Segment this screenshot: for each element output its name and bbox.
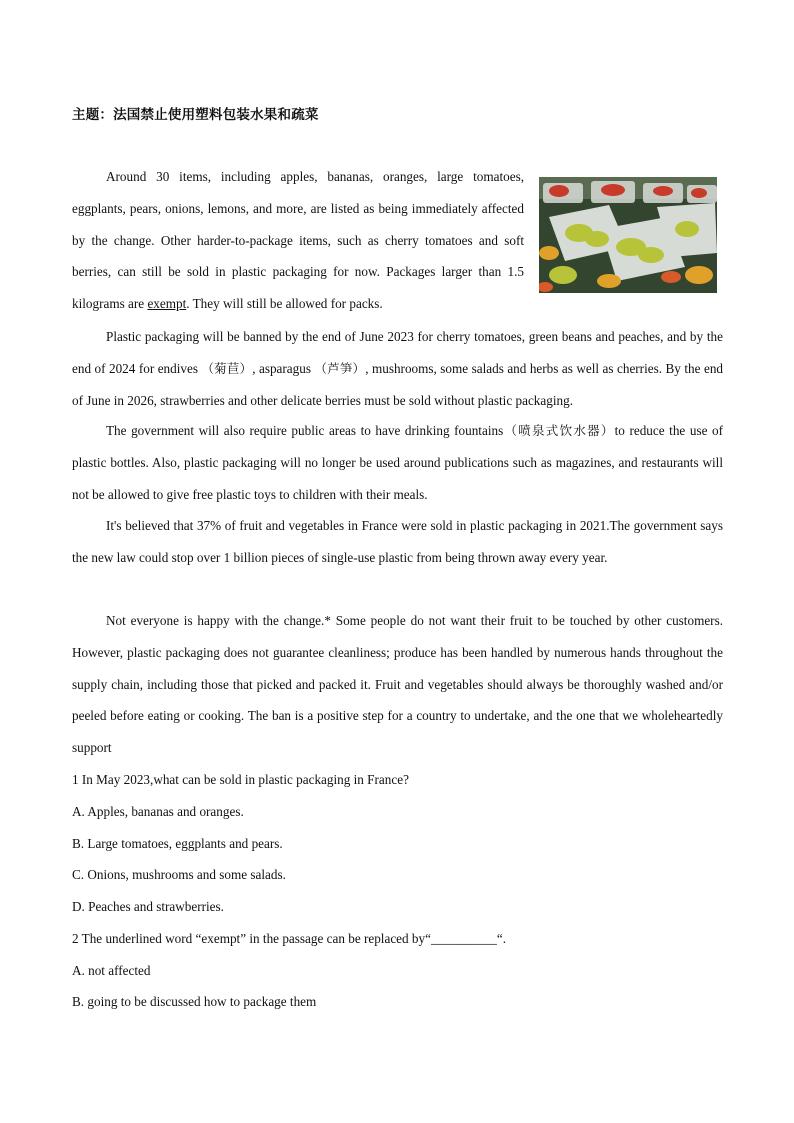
paragraph-2-cn-asparagus: （芦笋） [314, 360, 366, 376]
paragraph-2-text-a: Plastic packaging will be banned by the end of June 2023 for cherry tomatoes, green beans and peaches, and by the end of 2024 for endives [72, 329, 723, 376]
paragraph-4-text: It's believed that 37% of fruit and vegetables in France were sold in plastic packaging in 2021.The government says the new law could stop over 1 billion pieces of single-use plastic from being thrown away every year. [72, 518, 723, 565]
paragraph-2-cn-endives: （菊苣） [201, 360, 253, 376]
paragraph-1-text-b: . They will still be allowed for packs. [186, 296, 383, 312]
question-1-option-c: C. Onions, mushrooms and some salads. [72, 867, 286, 882]
paragraph-3-cn-fountains: （喷泉式饮水器） [503, 423, 615, 438]
paragraph-3-text-a: The government will also require public areas to have drinking fountains [106, 423, 504, 438]
paragraph-4 [72, 510, 723, 574]
fruit-in-plastic-trays-image [539, 177, 717, 293]
question-2-option-a: A. not affected [72, 963, 151, 978]
paragraph-5 [72, 605, 723, 764]
paragraph-1-text-a: Around 30 items, including apples, bananas, oranges, large tomatoes, eggplants, pears, onions, lemons, and more, are listed as being immediately affected by the change. Other harder-to-package items, such as cherry tomatoes and soft berries, can still be sold in plastic packaging for now. Packages larger than 1.5 kilograms are [72, 169, 524, 312]
underlined-word-exempt: exempt [147, 296, 187, 312]
question-2-option-b: B. going to be discussed how to package them [72, 994, 317, 1009]
question-1: 1 In May 2023,what can be sold in plastic packaging in France? [72, 772, 409, 787]
paragraph-2-text-b: , asparagus [252, 360, 315, 376]
paragraph-5-text: Not everyone is happy with the change.* Some people do not want their fruit to be touched by other customers. However, plastic packaging does not guarantee cleanliness; produce has been handled by numerous hands throughout the supply chain, including those that picked and packed it. Fruit and vegetables should always be thoroughly washed and/or peeled before eating or cooking. The ban is a positive step for a country to undertake, and the one that we wholeheartedly support [72, 613, 723, 756]
question-2: 2 The underlined word “exempt” in the passage can be replaced by“__________“. [72, 931, 507, 946]
produce-photo [539, 177, 717, 293]
paragraph-1 [72, 161, 524, 320]
page-title: 主题：法国禁止使用塑料包装水果和疏菜 [72, 107, 319, 123]
question-1-option-d: D. Peaches and strawberries. [72, 899, 224, 914]
question-1-option-a: A. Apples, bananas and oranges. [72, 804, 244, 819]
question-1-option-b: B. Large tomatoes, eggplants and pears. [72, 836, 283, 851]
paragraph-3 [72, 415, 723, 510]
paragraph-3-text-b: to reduce the use of plastic bottles. Also, plastic packaging will no longer be used around publications such as magazines, and restaurants will not be allowed to give free plastic toys to children with their meals. [72, 423, 723, 502]
paragraph-2 [72, 321, 723, 416]
paragraph-2-text-c: , mushrooms, some salads and herbs as well as cherries. By the end of June in 2026, strawberries and other delicate berries must be sold without plastic packaging. [72, 360, 724, 408]
